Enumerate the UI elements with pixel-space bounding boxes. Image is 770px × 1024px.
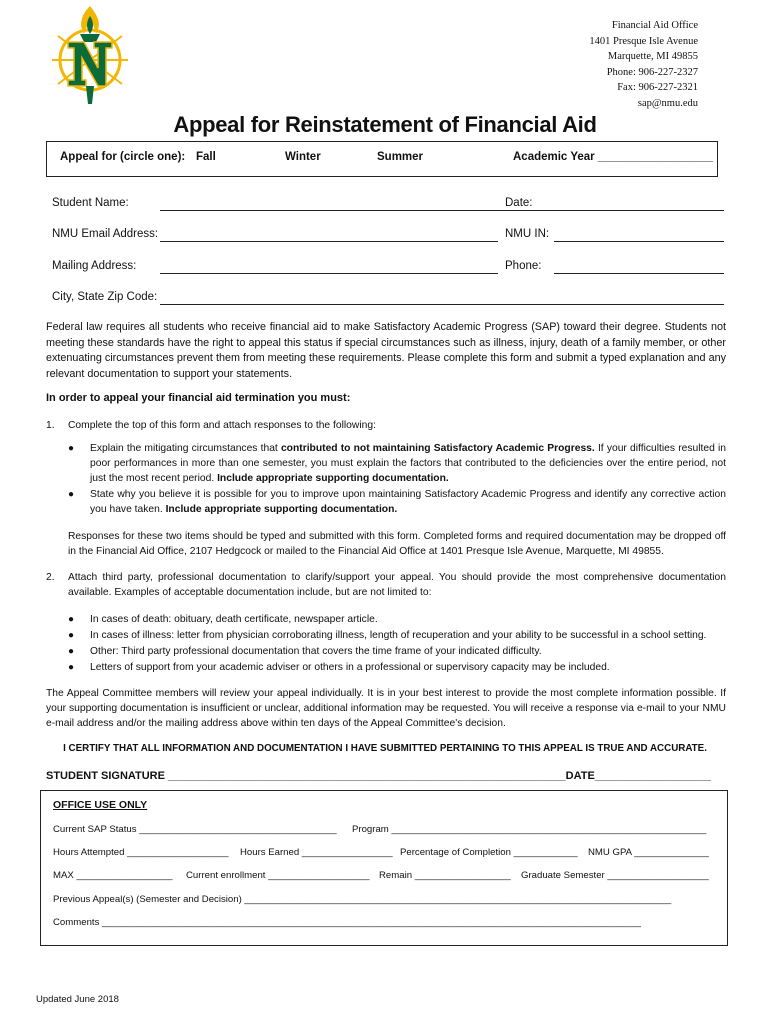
current-sap-status-field[interactable]: Current SAP Status _____________________________________ [53, 824, 337, 835]
city-state-zip-label: City, State Zip Code: [52, 291, 158, 303]
step-1-bullet-1: Explain the mitigating circumstances that contributed to not maintaining Satisfactory Academic Progress. If your difficulties resulted in poor performances in more than one semester, you must explain the factors that contributed to the deficiencies over the entire period, not just the most recent period. Include appropriate supporting documentation. [90, 443, 727, 484]
intro-paragraph: Federal law requires all students who receive financial aid to make Satisfactory Academic Progress (SAP) toward their degree. Students not meeting these standards have the right to appeal this status if special circumstances such as illness, injury, death of a family member, or other extenuating circumstances prevent them from meeting these requirements. Please complete this form and submit a typed explanation and any relevant documentation to support your statements. [46, 321, 726, 380]
graduate-semester-field[interactable]: Graduate Semester ___________________ [521, 870, 709, 881]
step-1-note: Responses for these two items should be typed and submitted with this form. Completed forms and required documentation may be dropped off in the Financial Aid Office, 2107 Hedgcock or mailed to the Financial Aid Office at 1401 Presque Isle Avenue, Marquette, MI 49855. [68, 531, 726, 557]
email-field[interactable] [160, 241, 498, 242]
step-2-bullet-3: Other: Third party professional documentation that covers the time frame of your indicated difficulty. [90, 646, 542, 657]
office-use-only-box [40, 790, 728, 946]
max-field[interactable]: MAX __________________ [53, 870, 173, 881]
bullet-icon: ● [68, 489, 75, 500]
bullet-icon: ● [68, 614, 75, 625]
comments-field[interactable]: Comments _____________________________________________________________________________________________________ [53, 917, 641, 928]
bullet-icon: ● [68, 630, 75, 641]
email-label: NMU Email Address: [52, 228, 159, 240]
nmu-gpa-field[interactable]: NMU GPA ______________ [588, 847, 709, 858]
step-2-text: Attach third party, professional documentation to clarify/support your appeal. You should provide the most comprehensive documentation available. Examples of acceptable documentation include, but are not limited to: [68, 572, 726, 598]
bullet-icon: ● [68, 646, 75, 657]
bullet-icon: ● [68, 443, 75, 454]
student-signature-line[interactable]: STUDENT SIGNATURE _________________________________________________________________DATE___________________ [46, 770, 712, 782]
committee-paragraph: The Appeal Committee members will review your appeal individually. It is in your best interest to provide the most complete information possible. If your supporting documentation is insufficient or unclear, additional information may be requested. You will receive a response via e-mail to your NMU e-mail address and/or the mailing address above within ten days of the Appeal Committee's decision. [46, 688, 726, 729]
office-phone: Phone: 906-227-2327 [606, 66, 698, 78]
hours-attempted-field[interactable]: Hours Attempted ___________________ [53, 847, 229, 858]
previous-appeals-field[interactable]: Previous Appeal(s) (Semester and Decision) ________________________________________________________________________________ [53, 894, 672, 905]
student-name-label: Student Name: [52, 197, 129, 209]
office-fax: Fax: 906-227-2321 [617, 82, 698, 93]
address-line-2: Marquette, MI 49855 [607, 51, 698, 62]
step-1-number: 1. [46, 420, 55, 431]
mailing-address-field[interactable] [160, 273, 498, 274]
remain-field[interactable]: Remain __________________ [379, 870, 511, 881]
student-name-field[interactable] [160, 210, 498, 211]
date-field[interactable] [498, 210, 724, 211]
step-1-bullet-2: State why you believe it is possible for you to improve upon maintaining Satisfactory Academic Progress and identify any corrective action you have taken. Include appropriate supporting documentation. [90, 489, 726, 515]
page-title: Appeal for Reinstatement of Financial Aid [173, 112, 597, 137]
program-field[interactable]: Program ___________________________________________________________ [352, 824, 707, 835]
office-use-heading: OFFICE USE ONLY [53, 799, 148, 811]
term-fall-option[interactable]: Fall [196, 151, 216, 163]
address-line-1: 1401 Presque Isle Avenue [589, 35, 698, 47]
step-2-bullet-4: Letters of support from your academic adviser or others in a professional or supervisory capacity may be included. [90, 662, 610, 673]
step-2-number: 2. [46, 572, 55, 583]
step-1-text: Complete the top of this form and attach responses to the following: [68, 420, 376, 431]
appeal-for-label: Appeal for (circle one): [60, 151, 186, 163]
nmu-torch-logo-icon [46, 2, 134, 106]
instructions-heading: In order to appeal your financial aid termination you must: [46, 392, 351, 404]
step-2-bullet-1: In cases of death: obituary, death certificate, newspaper article. [90, 614, 378, 625]
term-winter-option[interactable]: Winter [285, 151, 321, 163]
city-state-zip-field[interactable] [160, 304, 724, 305]
phone-label: Phone: [505, 260, 542, 272]
mailing-address-label: Mailing Address: [52, 260, 137, 272]
office-name: Financial Aid Office [611, 20, 698, 31]
nmu-in-label: NMU IN: [505, 228, 550, 240]
contact-block [589, 18, 698, 111]
step-2-bullet-2: In cases of illness: letter from physician corroborating illness, length of recuperation and your ability to be successful in a school setting. [90, 630, 707, 641]
office-email[interactable]: sap@nmu.edu [637, 97, 698, 109]
certification-statement: I CERTIFY THAT ALL INFORMATION AND DOCUMENTATION I HAVE SUBMITTED PERTAINING TO THIS APPEAL IS TRUE AND ACCURATE. [63, 743, 707, 754]
phone-field[interactable] [554, 273, 724, 274]
completion-percentage-field[interactable]: Percentage of Completion ____________ [400, 847, 578, 858]
appeal-term-box [46, 141, 718, 177]
term-summer-option[interactable]: Summer [377, 151, 424, 163]
nmu-logo [46, 2, 134, 106]
bullet-icon: ● [68, 662, 75, 673]
nmu-in-field[interactable] [554, 241, 724, 242]
academic-year-field[interactable]: Academic Year __________________ [513, 151, 713, 163]
current-enrollment-field[interactable]: Current enrollment ___________________ [186, 870, 370, 881]
updated-date: Updated June 2018 [36, 994, 119, 1005]
hours-earned-field[interactable]: Hours Earned _________________ [240, 847, 393, 858]
date-label: Date: [505, 197, 533, 209]
